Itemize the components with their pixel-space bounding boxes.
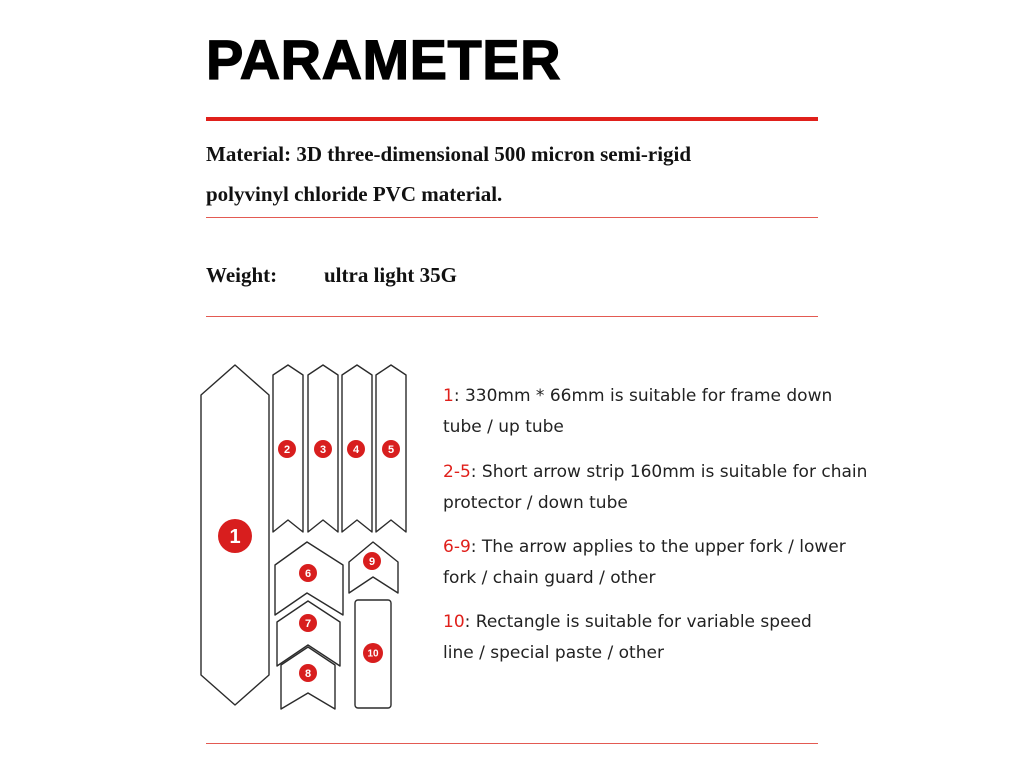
badge-3-label: 3: [319, 444, 327, 456]
bottom-divider: [206, 743, 818, 744]
title-divider: [206, 117, 818, 121]
legend-item-10-text-2: line / special paste / other: [443, 643, 664, 663]
badge-9: [363, 552, 381, 570]
badge-2: [278, 440, 296, 458]
legend-item-2-5: [443, 457, 867, 519]
legend-item-1-text-1: : 330mm * 66mm is suitable for frame down: [453, 386, 833, 406]
badge-7-label: 7: [304, 618, 312, 630]
legend-item-1: [443, 381, 832, 443]
badge-8: [299, 664, 317, 682]
badge-9-label: 9: [368, 556, 376, 568]
badge-3: [314, 440, 332, 458]
weight-divider: [206, 316, 818, 317]
badge-6: [299, 564, 317, 582]
legend-item-6-9-text-1: : The arrow applies to the upper fork / lower: [470, 537, 846, 557]
badge-6-label: 6: [304, 568, 312, 580]
badge-2-label: 2: [283, 444, 291, 456]
legend-item-2-5-text-2: protector / down tube: [443, 493, 628, 513]
legend-item-10-number: 10: [443, 612, 465, 632]
badge-10-label: 10: [367, 648, 379, 660]
legend-item-6-9-number: 6-9: [443, 537, 471, 557]
page-title: PARAMETER: [206, 28, 562, 91]
badge-1-label: 1: [229, 526, 241, 548]
legend-item-1-text-2: tube / up tube: [443, 417, 564, 437]
badge-8-label: 8: [304, 668, 312, 680]
legend-item-10-text-1: : Rectangle is suitable for variable speed: [464, 612, 812, 632]
legend-item-1-number: 1: [443, 386, 454, 406]
material-line-1: Material: 3D three-dimensional 500 micron semi-rigid: [206, 142, 692, 166]
weight-value: ultra light 35G: [324, 263, 458, 287]
badge-5: [382, 440, 400, 458]
badge-1: [218, 519, 252, 553]
badge-7: [299, 614, 317, 632]
material-divider: [206, 217, 818, 218]
weight-label: Weight:: [206, 263, 278, 287]
legend-item-6-9: [443, 532, 846, 594]
legend-item-2-5-text-1: : Short arrow strip 160mm is suitable for chain: [470, 462, 868, 482]
material-line-2: polyvinyl chloride PVC material.: [206, 182, 503, 206]
legend-item-6-9-text-2: fork / chain guard / other: [443, 568, 656, 588]
badge-10: [363, 643, 383, 663]
protector-shapes-diagram: [190, 355, 420, 715]
badge-5-label: 5: [387, 444, 395, 456]
badge-4: [347, 440, 365, 458]
legend-item-10: [443, 607, 812, 669]
legend-item-2-5-number: 2-5: [443, 462, 471, 482]
badge-4-label: 4: [352, 444, 360, 456]
